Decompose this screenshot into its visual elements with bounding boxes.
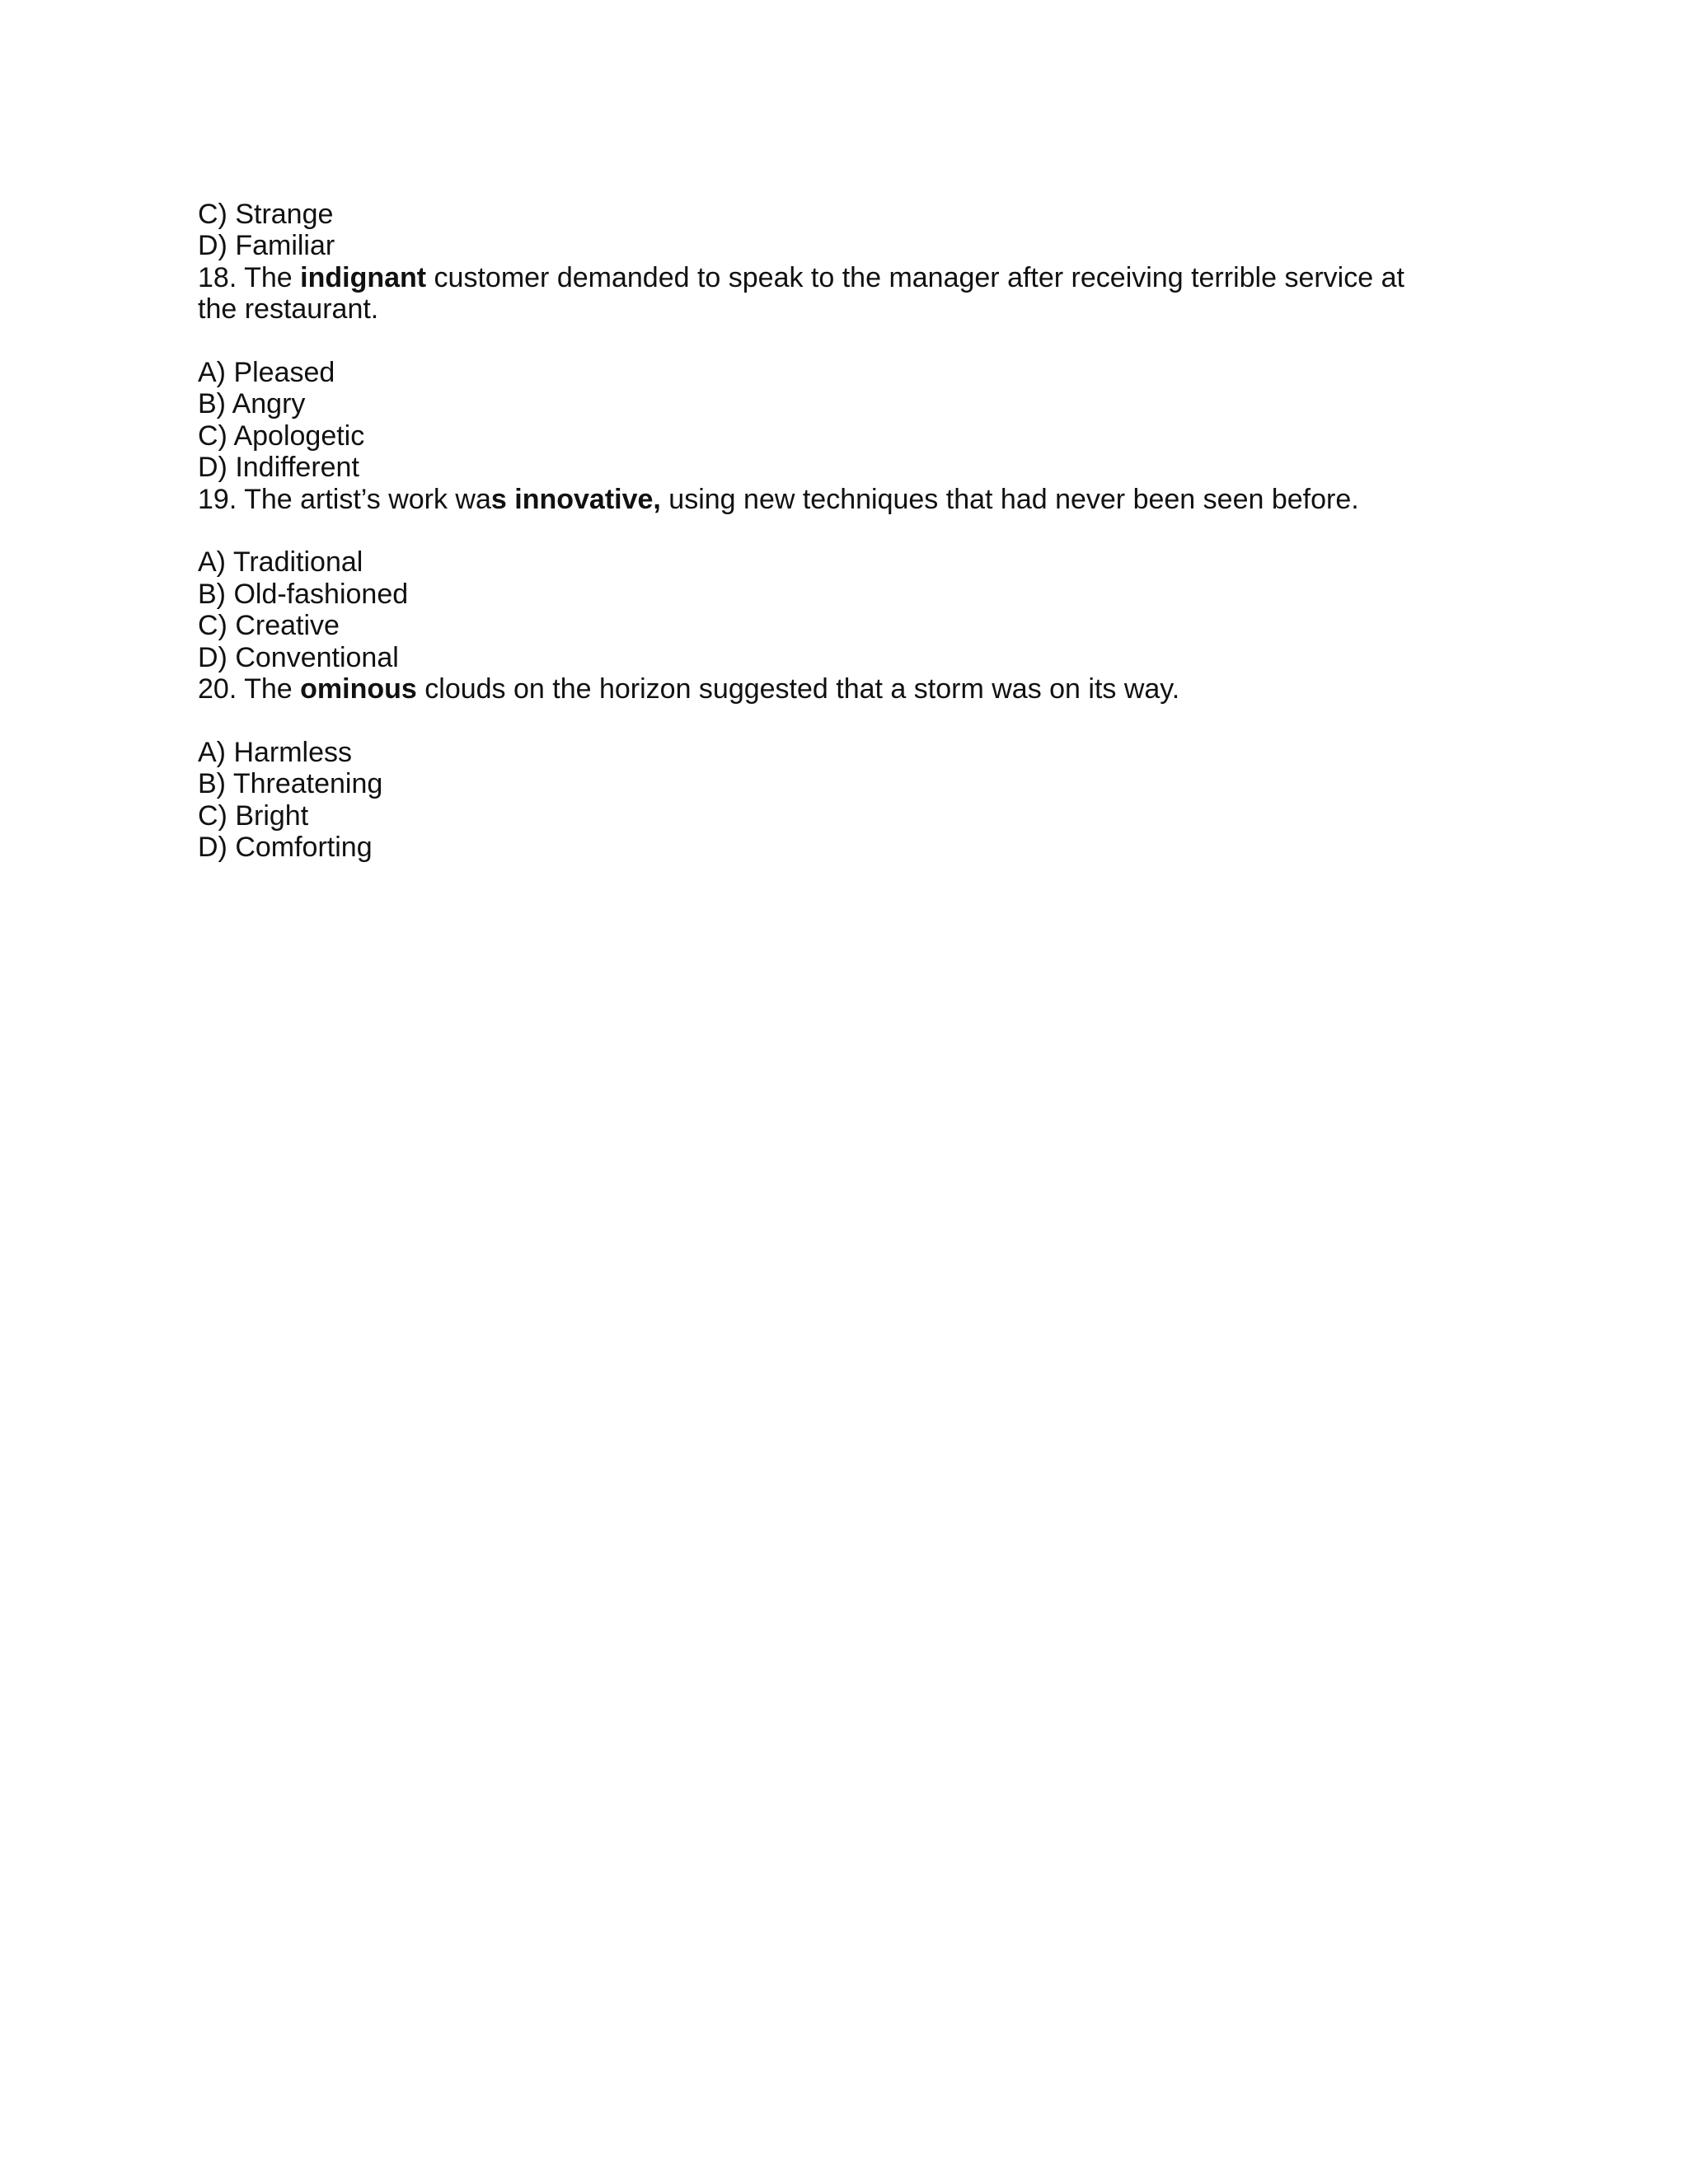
quiz-content <box>198 199 1434 863</box>
question-18-prefix: 18. The <box>198 261 301 293</box>
question-20-spacer <box>198 705 1434 736</box>
question-19-suffix: using new techniques that had never been seen before. <box>660 483 1359 515</box>
question-18-keyword: indignant <box>300 261 427 293</box>
question-20-option-a: A) Harmless <box>198 736 353 768</box>
question-18-option-c: C) Apologetic <box>198 419 365 452</box>
question-18-suffix: customer demanded to speak to the manager after receiving terrible service at the restaurant. <box>198 261 1404 326</box>
question-20-suffix: clouds on the horizon suggested that a storm was on its way. <box>416 673 1180 705</box>
question-19-option-a: A) Traditional <box>198 546 363 579</box>
question-19-option-b: B) Old-fashioned <box>198 578 409 610</box>
carryover-option-c: C) Strange <box>198 199 334 230</box>
question-19-stem <box>198 484 1434 515</box>
question-20-stem <box>198 673 1434 705</box>
question-18-stem <box>198 262 1434 326</box>
question-18-spacer <box>198 326 1434 357</box>
question-20-prefix: 20. The <box>198 673 301 705</box>
question-19-keyword: s innovative, <box>490 483 661 515</box>
question-19-spacer <box>198 515 1434 546</box>
question-20-option-d: D) Comforting <box>198 832 373 864</box>
question-19-option-c: C) Creative <box>198 610 340 642</box>
question-20-option-b: B) Threatening <box>198 768 383 800</box>
question-18-option-a: A) Pleased <box>198 357 335 389</box>
question-20-keyword: ominous <box>300 673 417 705</box>
question-19-option-d: D) Conventional <box>198 641 399 673</box>
question-18-option-d: D) Indifferent <box>198 452 359 484</box>
question-18-option-b: B) Angry <box>198 388 306 420</box>
question-19-prefix: 19. The artist’s work wa <box>198 483 491 515</box>
carryover-option-d: D) Familiar <box>198 230 335 262</box>
question-20-option-c: C) Bright <box>198 799 309 832</box>
